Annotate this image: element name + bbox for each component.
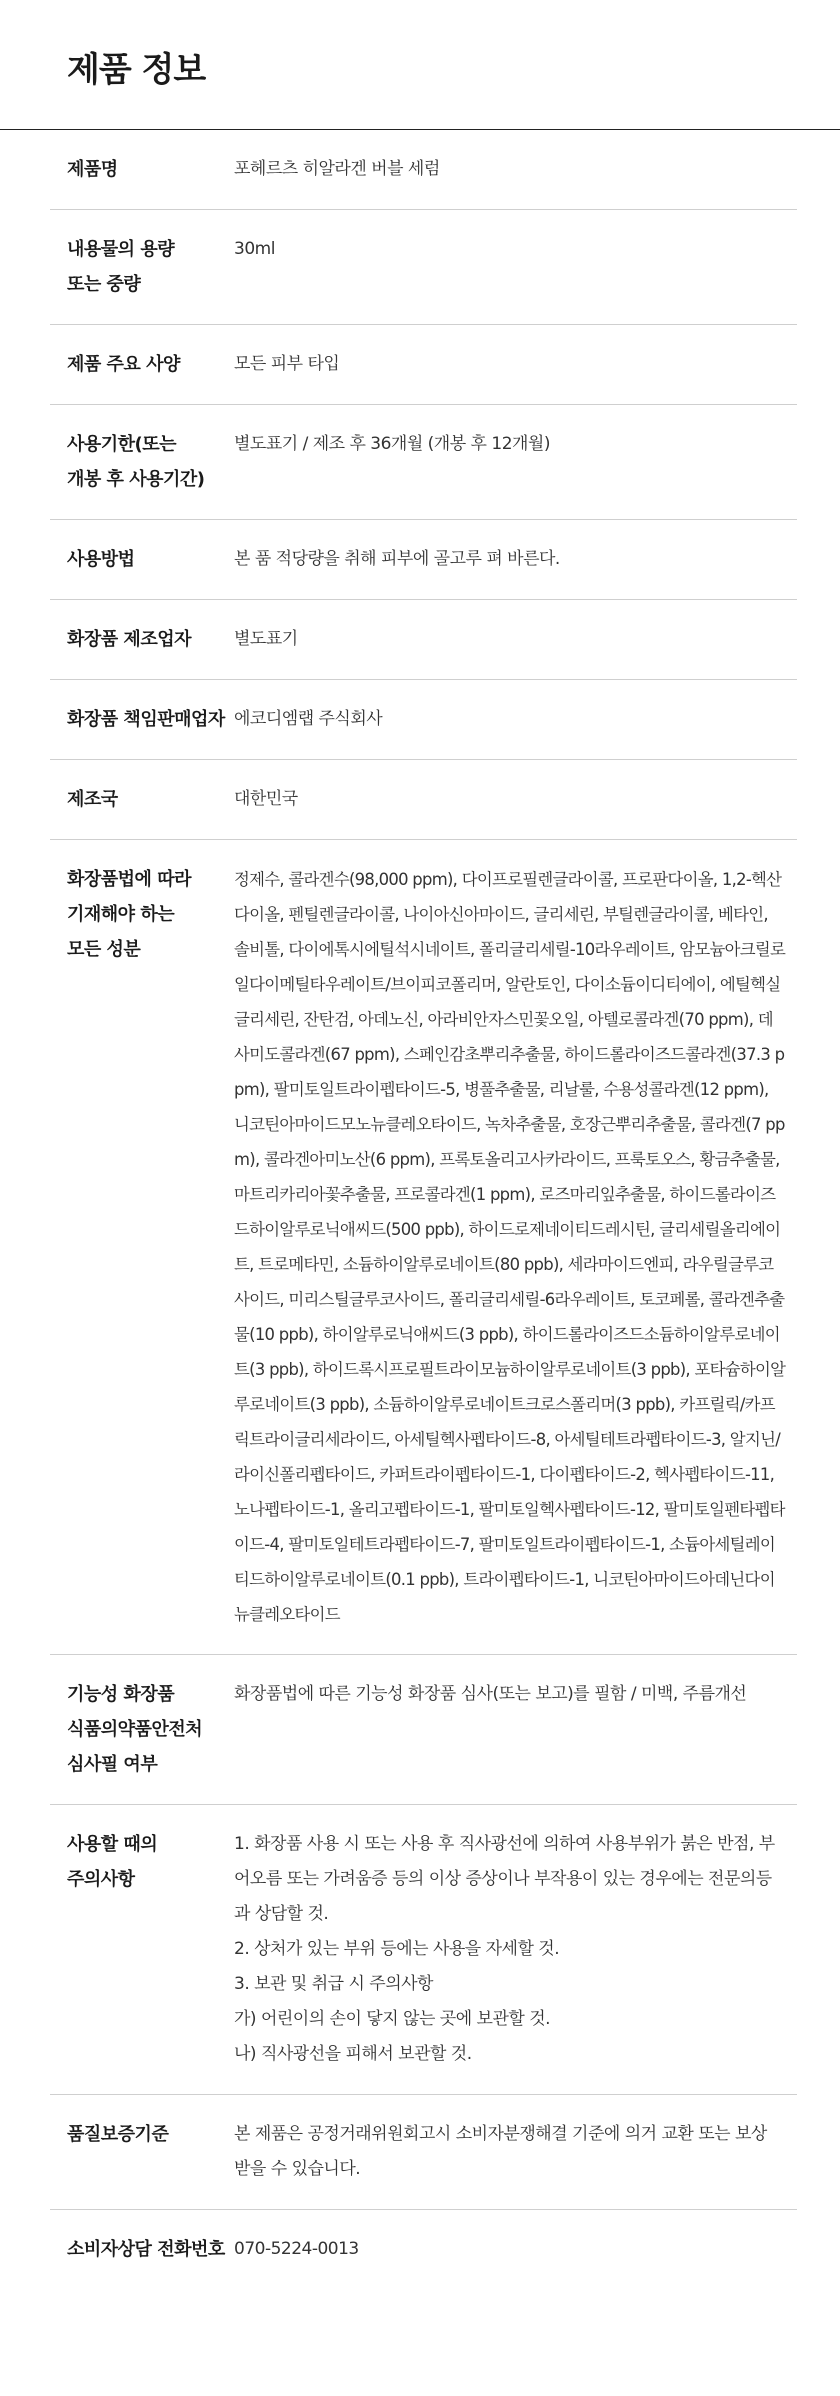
info-label: 사용기한(또는 개봉 후 사용기간) [67, 434, 205, 490]
info-row-precautions [50, 1805, 797, 2095]
info-label: 소비자상담 전화번호 [67, 2239, 225, 2260]
info-row-seller [50, 680, 797, 760]
info-value: 30ml [234, 239, 275, 259]
info-row-manufacturer [50, 600, 797, 680]
page-header [0, 0, 840, 130]
info-value: 에코디엠랩 주식회사 [234, 709, 383, 729]
info-label: 제품명 [67, 159, 118, 180]
page-title: 제품 정보 [67, 50, 206, 90]
info-value: 별도표기 [234, 629, 298, 649]
info-value: 포헤르츠 히알라겐 버블 세럼 [234, 159, 440, 179]
info-label: 내용물의 용량 또는 중량 [67, 239, 175, 295]
info-label: 화장품법에 따라 기재해야 하는 모든 성분 [67, 869, 191, 960]
info-label: 화장품 책임판매업자 [67, 709, 225, 730]
info-label: 제품 주요 사양 [67, 354, 180, 375]
info-value: 대한민국 [234, 789, 298, 809]
info-row-ingredients [50, 840, 797, 1655]
info-label: 사용할 때의 주의사항 [67, 1834, 158, 1890]
info-value: 1. 화장품 사용 시 또는 사용 후 직사광선에 의하여 사용부위가 붉은 반점, 부어오름 또는 가려움증 등의 이상 증상이나 부작용이 있는 경우에는 전문의등과 상담할 것. 2. 상처가 있는 부위 등에는 사용을 자세할 것. 3. 보관 및 취급 시 주의사항 가) 어린이의 손이 닿지 않는 곳에 보관할 것. 나) 직사광선을 피해서 보관할 것. [234, 1834, 775, 2064]
product-info-table [50, 130, 797, 2289]
info-value-ingredients: 정제수, 콜라겐수(98,000 ppm), 다이프로필렌글라이콜, 프로판다이올, 1,2-헥산다이올, 펜틸렌글라이콜, 나이아신아마이드, 글리세린, 부틸렌글라이콜, 베타인, 솔비톨, 다이에톡시에틸석시네이트, 폴리글리세릴-10라우레이트, 암모늄아크릴로일다이메틸타우레이트/브이피코폴리머, 알란토인, 다이소듐이디티에이, 에틸헥실글리세린, 잔탄검, 아데노신, 아라비안자스민꽃오일, 아텔로콜라겐(70 ppm), 데사미도콜라겐(67 ppm), 스페인감초뿌리추출물, 하이드롤라이즈드콜라겐(37.3 ppm), 팔미토일트라이펩타이드-5, 병풀추출물, 리날룰, 수용성콜라겐(12 ppm), 니코틴아마이드모노뉴클레오타이드, 녹차추출물, 호장근뿌리추출물, 콜라겐(7 ppm), 콜라겐아미노산(6 ppm), 프록토올리고사카라이드, 프룩토오스, 황금추출물, 마트리카리아꽃추출물, 프로콜라겐(1 ppm), 로즈마리잎추출물, 하이드롤라이즈드하이알루로닉애씨드(500 ppb), 하이드로제네이티드레시틴, 글리세릴올리에이트, 트로메타민, 소듐하이알루로네이트(80 ppb), 세라마이드엔피, 라우릴글루코사이드, 미리스틸글루코사이드, 폴리글리세릴-6라우레이트, 토코페롤, 콜라겐추출물(10 ppb), 하이알루로닉애씨드(3 ppb), 하이드롤라이즈드소듐하이알루로네이트(3 ppb), 하이드록시프로필트라이모늄하이알루로네이트(3 ppb), 포타슘하이알루로네이트(3 ppb), 소듐하이알루로네이트크로스폴리머(3 ppb), 카프릴릭/카프릭트라이글리세라이드, 아세틸헥사펩타이드-8, 아세틸테트라펩타이드-3, 알지닌/라이신폴리펩타이드, 카퍼트라이펩타이드-1, 다이펩타이드-2, 헥사펩타이드-11, 노나펩타이드-1, 올리고펩타이드-1, 팔미토일헥사펩타이드-12, 팔미토일펜타펩타이드-4, 팔미토일테트라펩타이드-7, 팔미토일트라이펩타이드-1, 소듐아세틸레이티드하이알루로네이트(0.1 ppb), 트라이펩타이드-1, 니코틴아마이드아데닌다이뉴클레오타이드 [234, 870, 786, 1624]
info-row-main-spec [50, 325, 797, 405]
info-label: 기능성 화장품 식품의약품안전처 심사필 여부 [67, 1684, 203, 1775]
info-row-expiry [50, 405, 797, 520]
info-value: 화장품법에 따른 기능성 화장품 심사(또는 보고)를 필함 / 미백, 주름개선 [234, 1684, 747, 1704]
info-row-functional [50, 1655, 797, 1805]
info-row-quality [50, 2095, 797, 2210]
info-value: 모든 피부 타입 [234, 354, 340, 374]
info-label: 화장품 제조업자 [67, 629, 191, 650]
info-value: 본 제품은 공정거래위원회고시 소비자분쟁해결 기준에 의거 교환 또는 보상 받을 수 있습니다. [234, 2124, 767, 2179]
info-row-phone [50, 2210, 797, 2289]
info-value: 본 품 적당량을 취해 피부에 골고루 펴 바른다. [234, 549, 560, 569]
info-row-volume [50, 210, 797, 325]
info-value: 별도표기 / 제조 후 36개월 (개봉 후 12개월) [234, 434, 550, 454]
info-value: 070-5224-0013 [234, 2239, 359, 2259]
info-row-product-name [50, 130, 797, 210]
info-row-country [50, 760, 797, 840]
info-row-usage [50, 520, 797, 600]
info-label: 사용방법 [67, 549, 135, 570]
info-label: 제조국 [67, 789, 118, 810]
info-label: 품질보증기준 [67, 2124, 169, 2145]
